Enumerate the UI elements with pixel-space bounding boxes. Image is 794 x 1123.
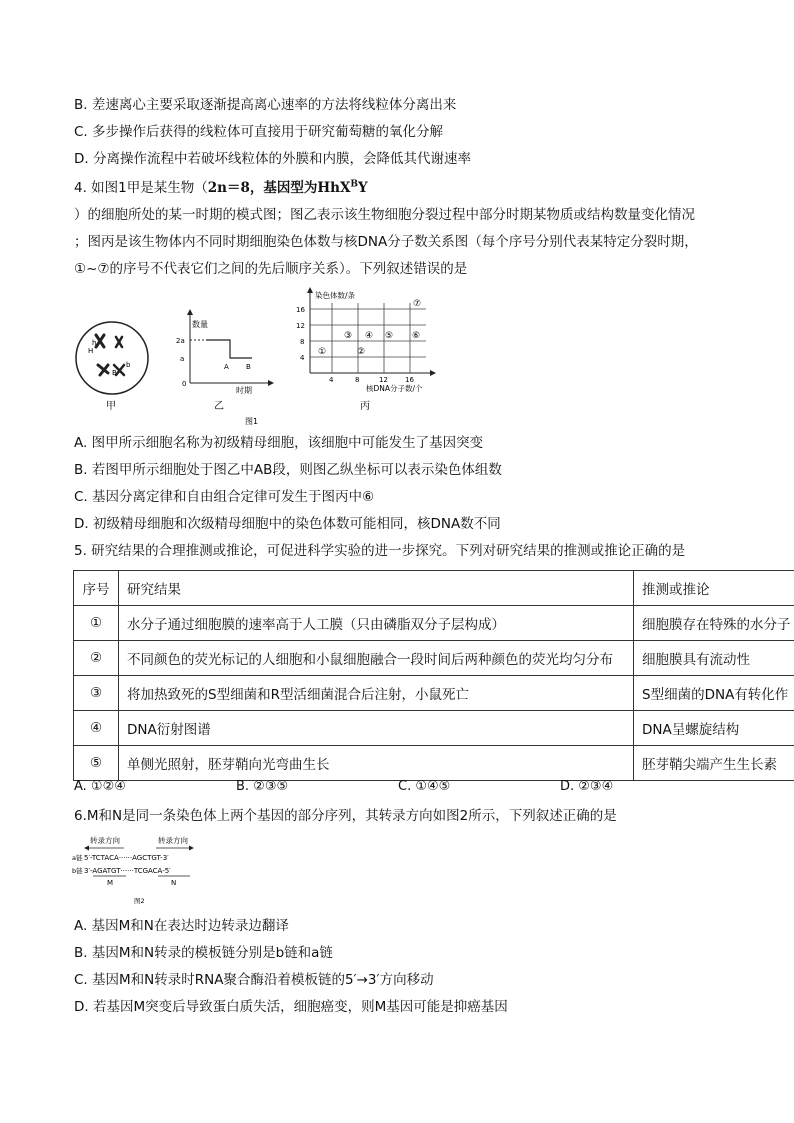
bing-point-5: ⑤ [385, 331, 394, 341]
row-inference: 细胞膜存在特殊的水分子 [634, 606, 794, 641]
gene-b-upper: B [112, 369, 117, 377]
q4-stem-prefix: 4. 如图1甲是某生物（ [74, 180, 208, 196]
header-index: 序号 [74, 571, 119, 606]
q6-option-a: A. 基因M和N在表达时边转录边翻译 [74, 918, 289, 934]
bing-xtick-4: 4 [329, 376, 334, 384]
yi-tick-2a: 2a [176, 337, 185, 345]
gene-n-label: N [171, 879, 177, 887]
yi-ylabel: 数量 [192, 320, 208, 329]
yi-tick-0: 0 [182, 380, 187, 388]
table-row [74, 676, 794, 711]
q4-stem-line4: ①~⑦的序号不代表它们之间的先后顺序关系）。下列叙述错误的是 [74, 261, 468, 277]
gene-m-label: M [107, 879, 114, 887]
table-header-row [74, 571, 794, 606]
cell-diagram-jia [76, 322, 148, 412]
table-row [74, 641, 794, 676]
bing-point-1: ① [318, 347, 327, 357]
label-yi: 乙 [214, 401, 224, 412]
bing-ylabel: 染色体数/条 [315, 291, 356, 300]
label-bing: 丙 [360, 401, 370, 412]
row-result: 单侧光照射，胚芽鞘向光弯曲生长 [119, 746, 634, 781]
header-result: 研究结果 [119, 571, 634, 606]
graph-bing [296, 287, 436, 412]
bing-xtick-8: 8 [355, 376, 360, 384]
figure-2 [72, 833, 222, 909]
label-jia: 甲 [106, 401, 116, 412]
yi-tick-a: a [180, 355, 185, 363]
row-inference: DNA呈螺旋结构 [634, 711, 794, 746]
q6-stem: 6.M和N是同一条染色体上两个基因的部分序列，其转录方向如图2所示，下列叙述正确的是 [74, 808, 617, 824]
a-chain-sequence: 5′-TCTACA······AGCTGT-3′ [84, 854, 169, 862]
bing-point-6: ⑥ [412, 331, 421, 341]
bing-ytick-8: 8 [300, 338, 305, 346]
bing-point-7: ⑦ [413, 299, 422, 309]
q5-option-b: B. ②③⑤ [236, 779, 289, 794]
graph-yi [176, 309, 274, 412]
b-chain-label: b链 [72, 867, 83, 875]
q3-option-c: C. 多步操作后获得的线粒体可直接用于研究葡萄糖的氧化分解 [74, 124, 444, 140]
row-inference: 胚芽鞘尖端产生生长素 [634, 746, 794, 781]
row-inference: 细胞膜具有流动性 [634, 641, 794, 676]
yi-xlabel: 时期 [236, 386, 252, 395]
table-row [74, 606, 794, 641]
q3-option-b: B. 差速离心主要采取逐渐提高离心速率的方法将线粒体分离出来 [74, 97, 457, 113]
q4-genotype-main: 2n＝8，基因型为HhX [207, 180, 351, 196]
bing-ytick-4: 4 [300, 354, 305, 362]
bing-point-3: ③ [344, 331, 353, 341]
gene-h-lower: h [92, 339, 97, 347]
b-chain-sequence: 3′-AGATGT······TCGACA-5′ [84, 867, 171, 875]
yi-point-a: A [224, 363, 229, 371]
q4-genotype-y: Y [358, 180, 368, 196]
figure-1 [70, 285, 440, 430]
q4-genotype-sup: B [350, 179, 359, 190]
bing-xtick-12: 12 [379, 376, 388, 384]
q5-option-a: A. ①②④ [74, 779, 126, 794]
gene-b-lower: b [126, 361, 131, 369]
q6-option-c: C. 基因M和N转录时RNA聚合酶沿着模板链的5′→3′方向移动 [74, 972, 434, 988]
bing-xlabel: 核DNA分子数/个 [366, 384, 423, 393]
q4-stem-line2: ）的细胞所处的某一时期的模式图；图乙表示该生物细胞分裂过程中部分时期某物质或结构数量变化情况 [74, 207, 695, 223]
table-row [74, 711, 794, 746]
bing-xtick-16: 16 [405, 376, 414, 384]
gene-h-upper: H [88, 347, 94, 355]
row-index: ① [74, 606, 119, 641]
bing-point-2: ② [357, 347, 366, 357]
q6-option-d: D. 若基因M突变后导致蛋白质失活，细胞癌变，则M基因可能是抑癌基因 [74, 999, 508, 1015]
row-result: 水分子通过细胞膜的速率高于人工膜（只由磷脂双分子层构成） [119, 606, 634, 641]
bing-ytick-16: 16 [296, 306, 305, 314]
row-index: ② [74, 641, 119, 676]
q5-option-c: C. ①④⑤ [398, 779, 451, 794]
row-index: ⑤ [74, 746, 119, 781]
row-inference: S型细菌的DNA有转化作 [634, 676, 794, 711]
bing-ytick-12: 12 [296, 322, 305, 330]
q4-option-a: A. 图甲所示细胞名称为初级精母细胞，该细胞中可能发生了基因突变 [74, 435, 484, 451]
a-chain-label: a链 [72, 854, 83, 862]
yi-point-b: B [246, 363, 251, 371]
table-row [74, 746, 794, 781]
row-result: 不同颜色的荧光标记的人细胞和小鼠细胞融合一段时间后两种颜色的荧光均匀分布 [119, 641, 634, 676]
figure-1-caption: 图1 [245, 417, 259, 426]
header-inference: 推测或推论 [634, 571, 794, 606]
figure-2-caption: 图2 [134, 897, 145, 905]
q6-option-b: B. 基因M和N转录的模板链分别是b链和a链 [74, 945, 333, 961]
row-result: 将加热致死的S型细菌和R型活细菌混合后注射，小鼠死亡 [119, 676, 634, 711]
dir-label-m: 转录方向 [90, 836, 120, 845]
q4-option-c: C. 基因分离定律和自由组合定律可发生于图丙中⑥ [74, 489, 375, 505]
dir-label-n: 转录方向 [158, 836, 188, 845]
row-result: DNA衍射图谱 [119, 711, 634, 746]
q4-stem-line3: ；图丙是该生物体内不同时期细胞染色体数与核DNA分子数关系图（每个序号分别代表某特定分裂时期， [74, 234, 698, 250]
q4-stem-line1 [74, 178, 368, 198]
q4-genotype [208, 180, 368, 196]
q5-option-d: D. ②③④ [560, 779, 614, 794]
q4-option-d: D. 初级精母细胞和次级精母细胞中的染色体数可能相同，核DNA数不同 [74, 516, 501, 532]
q5-stem: 5. 研究结果的合理推测或推论，可促进科学实验的进一步探究。下列对研究结果的推测或推论正确的是 [74, 543, 686, 559]
q3-option-d: D. 分离操作流程中若破坏线粒体的外膜和内膜，会降低其代谢速率 [74, 151, 471, 167]
q4-option-b: B. 若图甲所示细胞处于图乙中AB段，则图乙纵坐标可以表示染色体组数 [74, 462, 502, 478]
row-index: ③ [74, 676, 119, 711]
row-index: ④ [74, 711, 119, 746]
q5-results-table [73, 570, 794, 781]
bing-point-4: ④ [365, 331, 374, 341]
